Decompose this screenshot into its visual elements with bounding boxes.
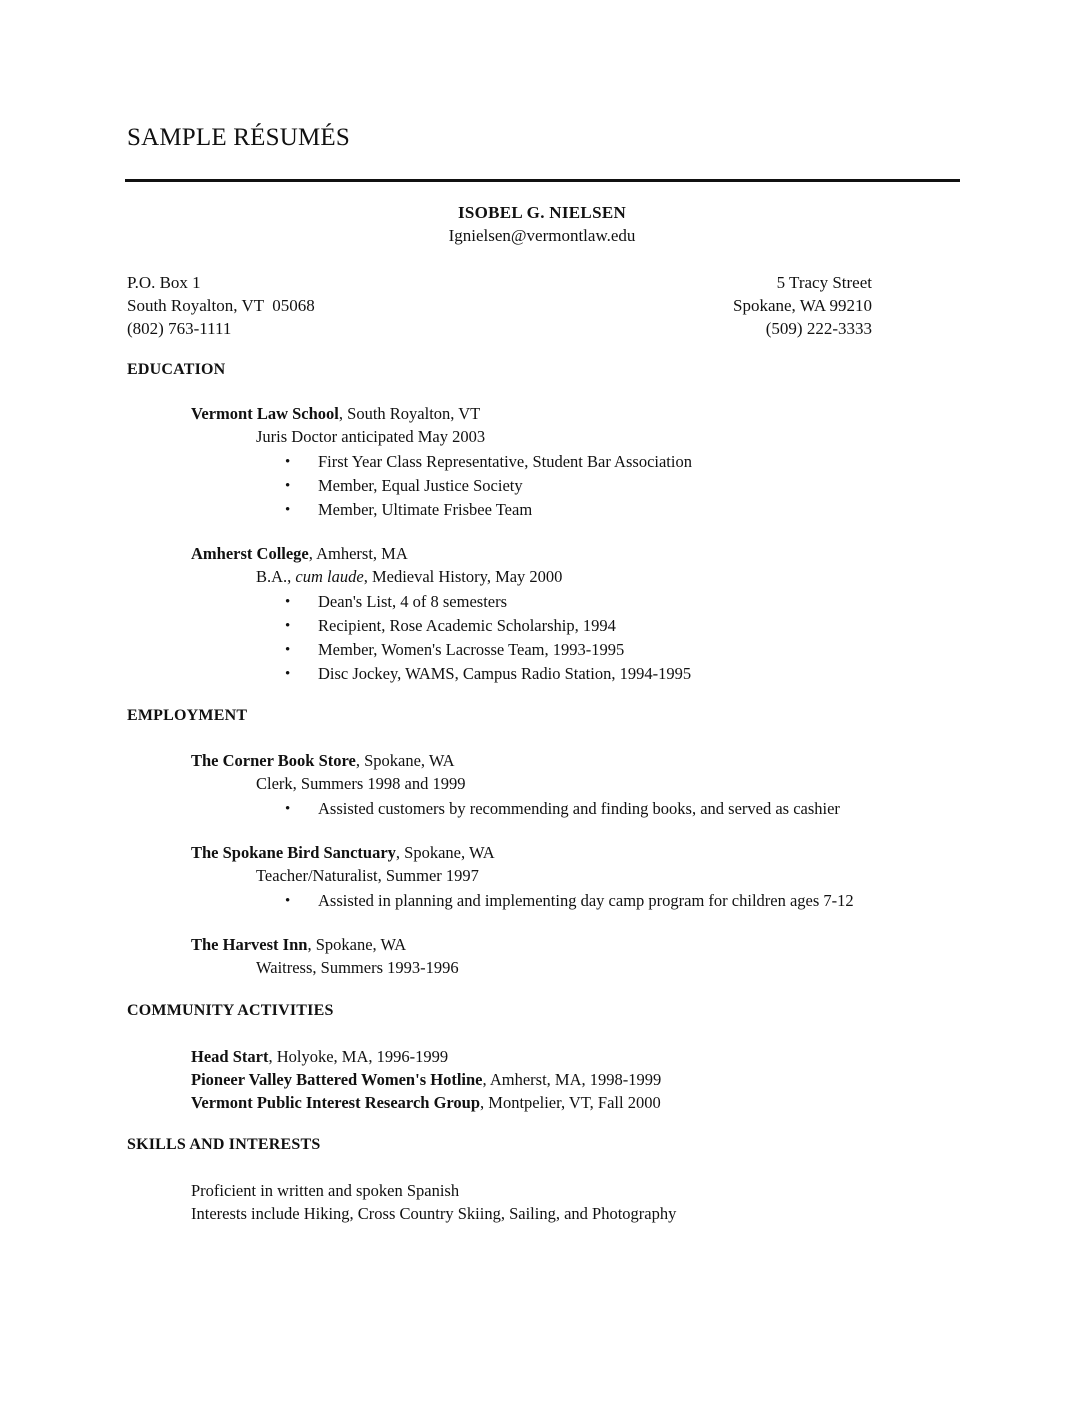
school-address: [127, 271, 315, 340]
degree-text: B.A.,: [256, 567, 296, 586]
org-name: Pioneer Valley Battered Women's Hotline: [191, 1070, 483, 1089]
employment-entry-org: [191, 843, 495, 863]
org-name: Vermont Law School: [191, 404, 339, 423]
phone-number: (509) 222-3333: [765, 319, 872, 338]
org-name: Amherst College: [191, 544, 309, 563]
employment-entry-org: [191, 935, 406, 955]
list-item: • Member, Equal Justice Society: [256, 474, 692, 498]
applicant-name: ISOBEL G. NIELSEN: [457, 203, 627, 222]
section-heading-employment: EMPLOYMENT: [127, 707, 248, 724]
employment-entry-org: [191, 751, 455, 771]
section-heading-community: COMMUNITY ACTIVITIES: [127, 1002, 334, 1019]
org-location: , South Royalton, VT: [338, 404, 481, 423]
org-location: , Spokane, WA: [355, 751, 455, 770]
org-location: , Spokane, WA: [395, 843, 495, 862]
section-heading-education: EDUCATION: [127, 361, 226, 378]
activity-detail: , Montpelier, VT, Fall 2000: [480, 1093, 661, 1112]
org-name: Head Start: [191, 1047, 269, 1066]
employment-entry-detail: Clerk, Summers 1998 and 1999: [256, 774, 466, 793]
org-location: , Spokane, WA: [307, 935, 407, 954]
skills-list: [191, 1179, 676, 1225]
list-item: • Member, Ultimate Frisbee Team: [256, 498, 692, 522]
employment-bullet-list: [256, 889, 854, 913]
honors-text: cum laude: [295, 567, 364, 586]
education-entry-org: [191, 544, 408, 564]
address-line: Spokane, WA 99210: [733, 296, 872, 315]
employment-entry-detail: Teacher/Naturalist, Summer 1997: [256, 866, 479, 885]
list-item: • First Year Class Representative, Student Bar Association: [256, 450, 692, 474]
address-line: 5 Tracy Street: [776, 273, 872, 292]
education-entry-org: [191, 404, 480, 424]
education-entry-detail: [256, 567, 562, 587]
education-entry-detail: Juris Doctor anticipated May 2003: [256, 427, 486, 446]
org-location: , Amherst, MA: [308, 544, 408, 563]
activity-detail: , Holyoke, MA, 1996-1999: [268, 1047, 449, 1066]
employment-bullet-list: [256, 797, 840, 821]
org-name: The Corner Book Store: [191, 751, 356, 770]
list-item: • Dean's List, 4 of 8 semesters: [256, 590, 691, 614]
list-item: [191, 1068, 661, 1091]
address-line: P.O. Box 1: [127, 273, 201, 292]
education-bullet-list: [256, 450, 692, 522]
section-heading-skills: SKILLS AND INTERESTS: [127, 1136, 321, 1153]
list-item: • Assisted customers by recommending and finding books, and served as cashier: [256, 797, 840, 821]
list-item: • Disc Jockey, WAMS, Campus Radio Station, 1994-1995: [256, 662, 691, 686]
degree-major-date: , Medieval History, May 2000: [363, 567, 563, 586]
activity-detail: , Amherst, MA, 1998-1999: [482, 1070, 662, 1089]
home-address: [733, 271, 872, 340]
community-list: [191, 1045, 661, 1114]
list-item: Proficient in written and spoken Spanish: [191, 1181, 460, 1200]
list-item: • Member, Women's Lacrosse Team, 1993-1995: [256, 638, 691, 662]
title-divider: [125, 179, 960, 182]
employment-entry-detail: Waitress, Summers 1993-1996: [256, 958, 459, 977]
applicant-email: Ignielsen@vermontlaw.edu: [448, 226, 636, 245]
list-item: [191, 1045, 661, 1068]
address-line: South Royalton, VT 05068: [127, 296, 315, 315]
list-item: Interests include Hiking, Cross Country Skiing, Sailing, and Photography: [191, 1204, 677, 1223]
org-name: The Spokane Bird Sanctuary: [191, 843, 396, 862]
education-bullet-list: [256, 590, 691, 686]
list-item: [191, 1091, 661, 1114]
org-name: Vermont Public Interest Research Group: [191, 1093, 481, 1112]
list-item: • Recipient, Rose Academic Scholarship, 1994: [256, 614, 691, 638]
page-title: SAMPLE RÉSUMÉS: [127, 124, 350, 151]
list-item: • Assisted in planning and implementing day camp program for children ages 7-12: [256, 889, 854, 913]
org-name: The Harvest Inn: [191, 935, 308, 954]
phone-number: (802) 763-1111: [127, 319, 232, 338]
